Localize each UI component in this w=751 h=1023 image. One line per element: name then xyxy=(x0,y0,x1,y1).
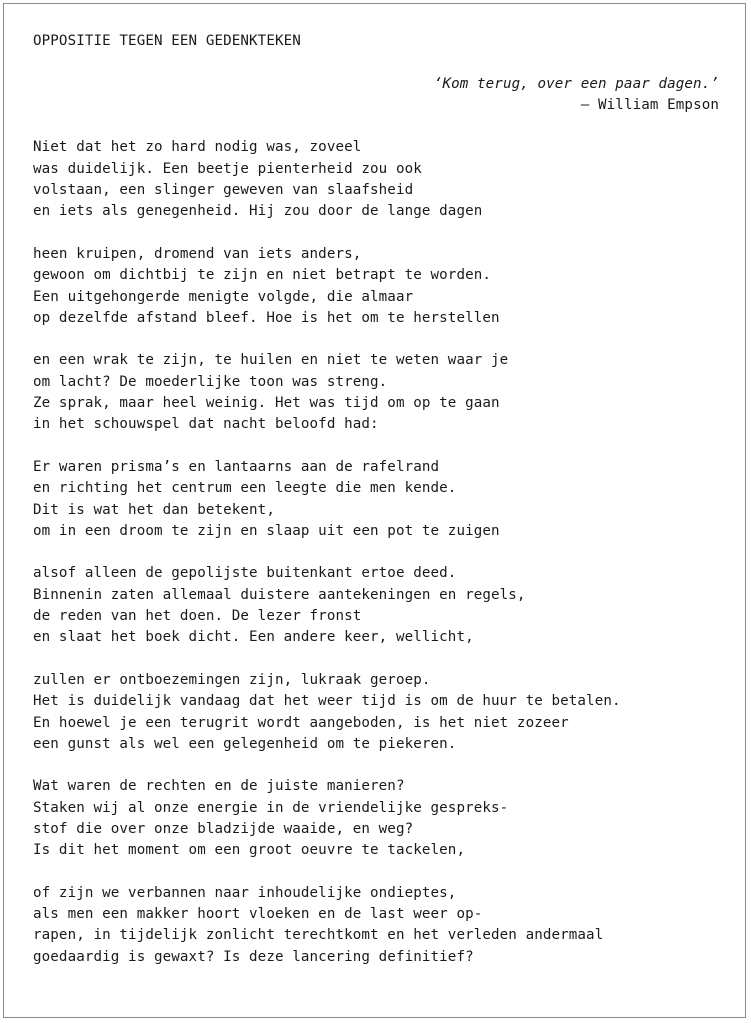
poem-line: op dezelfde afstand bleef. Hoe is het om te herstellen xyxy=(33,309,500,326)
poem-line: Wat waren de rechten en de juiste manieren? xyxy=(33,778,405,795)
poem-line: en slaat het boek dicht. Een andere keer, wellicht, xyxy=(33,629,474,646)
poem-line: goedaardig is gewaxt? Is deze lancering definitief? xyxy=(33,948,474,965)
poem-line: of zijn we verbannen naar inhoudelijke ondieptes, xyxy=(33,884,457,901)
stanza xyxy=(33,137,719,222)
stanza xyxy=(33,670,719,755)
poem-line: Het is duidelijk vandaag dat het weer tijd is om de huur te betalen. xyxy=(33,693,621,710)
poem-line: en een wrak te zijn, te huilen en niet te weten waar je xyxy=(33,352,509,369)
poem-line: in het schouwspel dat nacht beloofd had: xyxy=(33,416,379,433)
poem-line: Binnenin zaten allemaal duistere aantekeningen en regels, xyxy=(33,586,526,603)
epigraph-quote: ‘Kom terug, over een paar dagen.’ xyxy=(433,75,719,92)
poem-line: de reden van het doen. De lezer fronst xyxy=(33,608,362,625)
poem-line: Ze sprak, maar heel weinig. Het was tijd om op te gaan xyxy=(33,395,500,412)
poem-line: als men een makker hoort vloeken en de last weer op- xyxy=(33,906,483,923)
poem-line: heen kruipen, dromend van iets anders, xyxy=(33,245,362,262)
poem-content xyxy=(33,31,719,989)
poem-line: en richting het centrum een leegte die men kende. xyxy=(33,480,457,497)
stanza xyxy=(33,563,719,648)
poem-line: volstaan, een slinger geweven van slaafsheid xyxy=(33,182,414,199)
poem-line: Niet dat het zo hard nodig was, zoveel xyxy=(33,139,362,156)
poem-line: stof die over onze bladzijde waaide, en weg? xyxy=(33,820,414,837)
epigraph xyxy=(33,74,719,117)
poem-line: gewoon om dichtbij te zijn en niet betrapt te worden. xyxy=(33,267,492,284)
poem-line: zullen er ontboezemingen zijn, lukraak geroep. xyxy=(33,671,431,688)
poem-line: En hoewel je een terugrit wordt aangeboden, is het niet zozeer xyxy=(33,714,569,731)
poem-line: was duidelijk. Een beetje pienterheid zou ook xyxy=(33,160,422,177)
stanza xyxy=(33,350,719,435)
poem-line: alsof alleen de gepolijste buitenkant ertoe deed. xyxy=(33,565,457,582)
poem-line: Staken wij al onze energie in de vriendelijke gespreks- xyxy=(33,799,509,816)
stanza xyxy=(33,244,719,329)
poem-body xyxy=(33,137,719,968)
poem-line: Is dit het moment om een groot oeuvre te tackelen, xyxy=(33,842,466,859)
poem-line: Een uitgehongerde menigte volgde, die almaar xyxy=(33,288,414,305)
poem-title: OPPOSITIE TEGEN EEN GEDENKTEKEN xyxy=(33,33,301,49)
poem-line: Dit is wat het dan betekent, xyxy=(33,501,275,518)
document-page xyxy=(3,3,746,1018)
stanza xyxy=(33,457,719,542)
poem-line: Er waren prisma’s en lantaarns aan de rafelrand xyxy=(33,458,440,475)
stanza xyxy=(33,776,719,861)
poem-line: rapen, in tijdelijk zonlicht terechtkomt en het verleden andermaal xyxy=(33,927,604,944)
epigraph-attribution: — William Empson xyxy=(580,96,719,113)
stanza xyxy=(33,883,719,968)
poem-line: een gunst als wel een gelegenheid om te piekeren. xyxy=(33,735,457,752)
poem-line: om in een droom te zijn en slaap uit een pot te zuigen xyxy=(33,522,500,539)
poem-line: om lacht? De moederlijke toon was streng. xyxy=(33,373,388,390)
poem-line: en iets als genegenheid. Hij zou door de lange dagen xyxy=(33,203,483,220)
